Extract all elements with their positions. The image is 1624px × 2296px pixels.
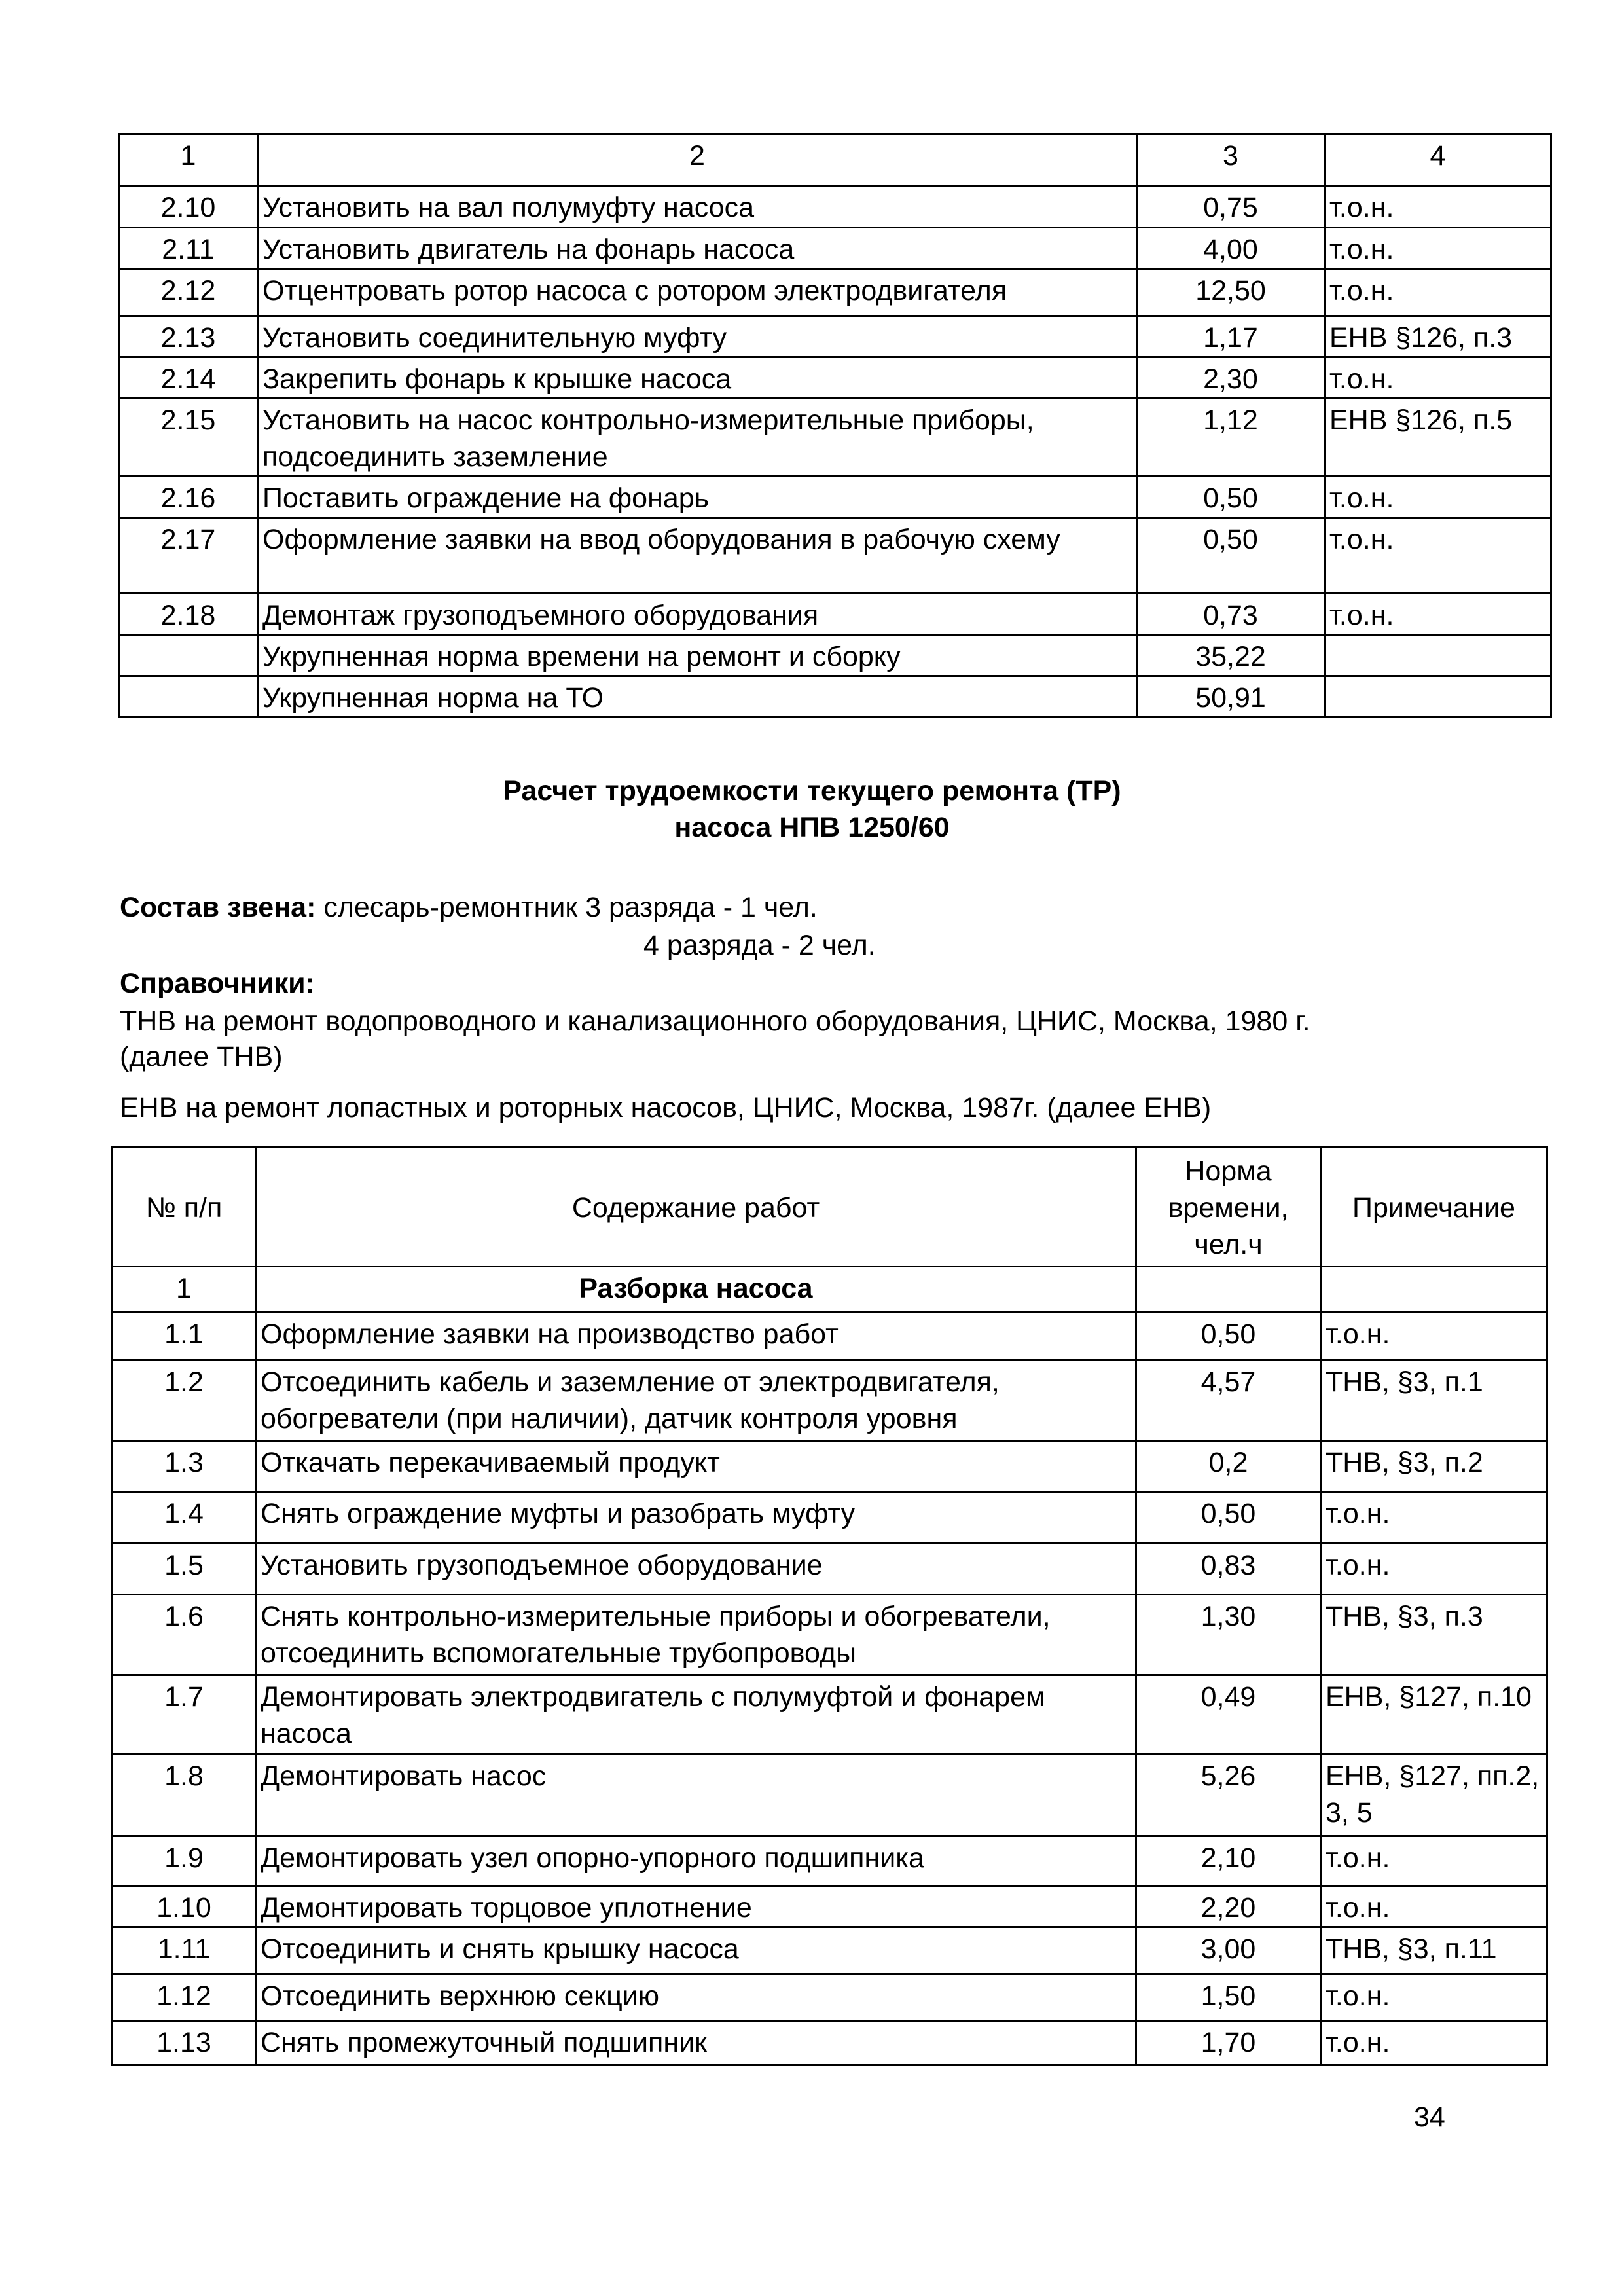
table-row bbox=[113, 1675, 1547, 1755]
row-norm: 0,73 bbox=[1137, 594, 1325, 635]
section-row bbox=[113, 1267, 1547, 1313]
crew-line-2: 4 разряда - 2 чел. bbox=[643, 930, 876, 961]
row-content: Снять ограждение муфты и разобрать муфту bbox=[256, 1492, 1136, 1544]
table-row bbox=[119, 676, 1551, 718]
header-norm: Норма времени, чел.ч bbox=[1136, 1147, 1321, 1267]
row-number bbox=[119, 676, 258, 718]
row-number: 1.7 bbox=[113, 1675, 256, 1755]
row-content: Установить соединительную муфту bbox=[258, 316, 1137, 357]
row-content: 2 bbox=[258, 134, 1137, 186]
row-content: Снять контрольно-измерительные приборы и обогреватели, отсоединить вспомогательные трубопроводы bbox=[256, 1595, 1136, 1675]
title-line-2: насоса НПВ 1250/60 bbox=[674, 812, 950, 843]
row-number: 1.2 bbox=[113, 1360, 256, 1441]
row-note: ТНВ, §3, п.2 bbox=[1321, 1441, 1547, 1492]
row-content: Установить на вал полумуфту насоса bbox=[258, 186, 1137, 228]
crew-line bbox=[120, 889, 818, 926]
table-row bbox=[119, 316, 1551, 357]
row-note: т.о.н. bbox=[1321, 1492, 1547, 1544]
row-content: Демонтировать узел опорно-упорного подшипника bbox=[256, 1836, 1136, 1886]
row-norm: 0,49 bbox=[1136, 1675, 1321, 1755]
row-number: 2.12 bbox=[119, 269, 258, 316]
row-norm: 0,2 bbox=[1136, 1441, 1321, 1492]
row-norm: 5,26 bbox=[1136, 1755, 1321, 1836]
row-norm: 2,30 bbox=[1137, 357, 1325, 399]
row-note: т.о.н. bbox=[1325, 357, 1551, 399]
row-content: Установить двигатель на фонарь насоса bbox=[258, 228, 1137, 269]
row-number: 1.6 bbox=[113, 1595, 256, 1675]
row-content: Отсоединить кабель и заземление от электродвигателя, обогреватели (при наличии), датчик контроля уровня bbox=[256, 1360, 1136, 1441]
table-row bbox=[119, 228, 1551, 269]
title-line-1: Расчет трудоемкости текущего ремонта (ТР) bbox=[503, 775, 1121, 807]
empty-cell bbox=[1321, 1267, 1547, 1313]
table-row bbox=[119, 594, 1551, 635]
refs-label: Справочники: bbox=[120, 968, 315, 999]
page-number: 34 bbox=[1414, 2102, 1445, 2133]
section-title bbox=[0, 773, 1624, 846]
table-row bbox=[113, 1755, 1547, 1836]
row-note: ЕНВ, §127, п.10 bbox=[1321, 1675, 1547, 1755]
table-row bbox=[113, 1595, 1547, 1675]
row-content: Укрупненная норма времени на ремонт и сборку bbox=[258, 635, 1137, 676]
table-row bbox=[119, 635, 1551, 676]
row-norm: 3 bbox=[1137, 134, 1325, 186]
table-row bbox=[119, 134, 1551, 186]
row-norm: 1,50 bbox=[1136, 1975, 1321, 2021]
row-content: Укрупненная норма на ТО bbox=[258, 676, 1137, 718]
table-row bbox=[113, 1313, 1547, 1360]
row-number: 2.11 bbox=[119, 228, 258, 269]
table-row bbox=[113, 1492, 1547, 1544]
row-content: Демонтировать насос bbox=[256, 1755, 1136, 1836]
row-number: 1.5 bbox=[113, 1544, 256, 1595]
row-number: 1.1 bbox=[113, 1313, 256, 1360]
row-content: Откачать перекачиваемый продукт bbox=[256, 1441, 1136, 1492]
table-row bbox=[119, 357, 1551, 399]
row-number: 2.13 bbox=[119, 316, 258, 357]
row-norm: 4,57 bbox=[1136, 1360, 1321, 1441]
row-note: т.о.н. bbox=[1321, 2021, 1547, 2066]
row-note: т.о.н. bbox=[1321, 1544, 1547, 1595]
refs-line-2: (далее ТНВ) bbox=[120, 1041, 283, 1072]
row-number: 2.10 bbox=[119, 186, 258, 228]
row-note: т.о.н. bbox=[1325, 518, 1551, 594]
row-number: 1.10 bbox=[113, 1886, 256, 1927]
table-row bbox=[119, 477, 1551, 518]
row-norm: 0,75 bbox=[1137, 186, 1325, 228]
row-number: 1 bbox=[119, 134, 258, 186]
labor-table bbox=[111, 1146, 1548, 2066]
row-note: т.о.н. bbox=[1325, 186, 1551, 228]
row-number bbox=[119, 635, 258, 676]
row-norm: 1,17 bbox=[1137, 316, 1325, 357]
row-note bbox=[1325, 635, 1551, 676]
row-number: 2.17 bbox=[119, 518, 258, 594]
section-title: Разборка насоса bbox=[256, 1267, 1136, 1313]
row-content: Демонтировать электродвигатель с полумуфтой и фонарем насоса bbox=[256, 1675, 1136, 1755]
table-row bbox=[113, 1975, 1547, 2021]
row-norm: 1,30 bbox=[1136, 1595, 1321, 1675]
row-number: 2.14 bbox=[119, 357, 258, 399]
section-number: 1 bbox=[113, 1267, 256, 1313]
table-row bbox=[113, 1836, 1547, 1886]
row-norm: 0,50 bbox=[1136, 1313, 1321, 1360]
row-content: Оформление заявки на ввод оборудования в рабочую схему bbox=[258, 518, 1137, 594]
row-norm: 2,10 bbox=[1136, 1836, 1321, 1886]
table-row bbox=[113, 1441, 1547, 1492]
empty-cell bbox=[1136, 1267, 1321, 1313]
row-norm: 3,00 bbox=[1136, 1927, 1321, 1975]
row-number: 1.9 bbox=[113, 1836, 256, 1886]
header-note: Примечание bbox=[1321, 1147, 1547, 1267]
table-row bbox=[119, 186, 1551, 228]
row-norm: 1,12 bbox=[1137, 399, 1325, 477]
row-norm: 0,50 bbox=[1137, 518, 1325, 594]
row-note: ЕНВ §126, п.5 bbox=[1325, 399, 1551, 477]
row-note: ТНВ, §3, п.11 bbox=[1321, 1927, 1547, 1975]
table-row bbox=[119, 518, 1551, 594]
table-header bbox=[113, 1147, 1547, 1267]
row-number: 1.13 bbox=[113, 2021, 256, 2066]
row-norm: 50,91 bbox=[1137, 676, 1325, 718]
row-note: ЕНВ, §127, пп.2, 3, 5 bbox=[1321, 1755, 1547, 1836]
row-note bbox=[1325, 676, 1551, 718]
row-number: 1.12 bbox=[113, 1975, 256, 2021]
row-note: т.о.н. bbox=[1325, 477, 1551, 518]
row-note: т.о.н. bbox=[1321, 1836, 1547, 1886]
row-number: 2.18 bbox=[119, 594, 258, 635]
refs-line-3: ЕНВ на ремонт лопастных и роторных насосов, ЦНИС, Москва, 1987г. (далее ЕНВ) bbox=[120, 1092, 1212, 1123]
table-row bbox=[119, 269, 1551, 316]
row-content: Поставить ограждение на фонарь bbox=[258, 477, 1137, 518]
row-note: т.о.н. bbox=[1321, 1313, 1547, 1360]
row-content: Оформление заявки на производство работ bbox=[256, 1313, 1136, 1360]
row-note: ТНВ, §3, п.3 bbox=[1321, 1595, 1547, 1675]
row-number: 1.8 bbox=[113, 1755, 256, 1836]
row-content: Снять промежуточный подшипник bbox=[256, 2021, 1136, 2066]
row-note: ТНВ, §3, п.1 bbox=[1321, 1360, 1547, 1441]
table-row bbox=[113, 2021, 1547, 2066]
row-number: 2.15 bbox=[119, 399, 258, 477]
table-row bbox=[113, 1927, 1547, 1975]
row-note: т.о.н. bbox=[1325, 228, 1551, 269]
row-norm: 0,50 bbox=[1137, 477, 1325, 518]
crew-label: Состав звена: bbox=[120, 892, 316, 923]
row-note: т.о.н. bbox=[1321, 1975, 1547, 2021]
header-content: Содержание работ bbox=[256, 1147, 1136, 1267]
table-row bbox=[113, 1360, 1547, 1441]
row-number: 1.3 bbox=[113, 1441, 256, 1492]
row-content: Отсоединить верхнюю секцию bbox=[256, 1975, 1136, 2021]
refs-line-1: ТНВ на ремонт водопроводного и канализационного оборудования, ЦНИС, Москва, 1980 г. bbox=[120, 1006, 1310, 1037]
row-number: 1.4 bbox=[113, 1492, 256, 1544]
row-content: Установить грузоподъемное оборудование bbox=[256, 1544, 1136, 1595]
row-norm: 0,83 bbox=[1136, 1544, 1321, 1595]
header-number: № п/п bbox=[113, 1147, 256, 1267]
row-content: Отсоединить и снять крышку насоса bbox=[256, 1927, 1136, 1975]
row-norm: 12,50 bbox=[1137, 269, 1325, 316]
row-content: Демонтаж грузоподъемного оборудования bbox=[258, 594, 1137, 635]
row-note: т.о.н. bbox=[1325, 269, 1551, 316]
row-norm: 35,22 bbox=[1137, 635, 1325, 676]
row-note: 4 bbox=[1325, 134, 1551, 186]
row-norm: 1,70 bbox=[1136, 2021, 1321, 2066]
row-number: 1.11 bbox=[113, 1927, 256, 1975]
row-content: Установить на насос контрольно-измерительные приборы, подсоединить заземление bbox=[258, 399, 1137, 477]
table-row bbox=[113, 1544, 1547, 1595]
continuation-table bbox=[118, 133, 1552, 718]
row-norm: 0,50 bbox=[1136, 1492, 1321, 1544]
row-norm: 4,00 bbox=[1137, 228, 1325, 269]
table-row bbox=[119, 399, 1551, 477]
table-row bbox=[113, 1886, 1547, 1927]
row-content: Закрепить фонарь к крышке насоса bbox=[258, 357, 1137, 399]
row-norm: 2,20 bbox=[1136, 1886, 1321, 1927]
crew-line-1: слесарь-ремонтник 3 разряда - 1 чел. bbox=[316, 892, 818, 923]
row-note: ЕНВ §126, п.3 bbox=[1325, 316, 1551, 357]
row-number: 2.16 bbox=[119, 477, 258, 518]
row-content: Отцентровать ротор насоса с ротором электродвигателя bbox=[258, 269, 1137, 316]
row-note: т.о.н. bbox=[1325, 594, 1551, 635]
row-note: т.о.н. bbox=[1321, 1886, 1547, 1927]
row-content: Демонтировать торцовое уплотнение bbox=[256, 1886, 1136, 1927]
